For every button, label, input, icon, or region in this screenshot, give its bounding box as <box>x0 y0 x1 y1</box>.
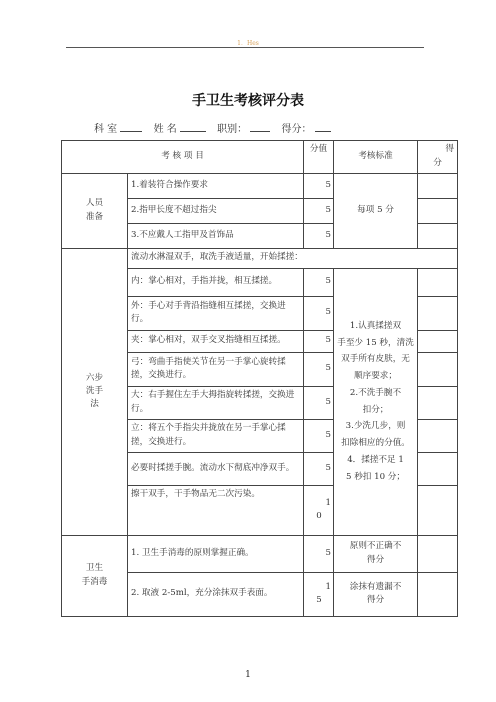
disinfect-standard-2-line1: 涂抹有遗漏不 <box>349 581 402 592</box>
prep-item-1: 1.着装符合操作要求 <box>128 173 304 198</box>
disinfect-points-2-line1: 1 <box>325 581 332 592</box>
disinfect-standard-2-line2: 得分 <box>366 595 385 605</box>
six-step-standard <box>334 268 418 535</box>
table-row <box>62 173 458 198</box>
disinfect-points-2 <box>304 572 334 616</box>
disinfect-score-2[interactable] <box>418 572 458 616</box>
section-prep-name <box>62 173 128 248</box>
header-score <box>418 141 458 174</box>
prep-item-3: 3.不应戴人工指甲及首饰品 <box>128 223 304 248</box>
prep-standard: 每项 5 分 <box>334 173 418 248</box>
page-number: 1 <box>245 670 251 680</box>
six-step-item-4: 弓：弯曲手指使关节在另一手掌心旋转揉搓，交换进行。 <box>128 352 304 386</box>
prep-points-3: 5 <box>304 223 334 248</box>
section-disinfect-name-line1: 卫生 <box>85 563 104 574</box>
info-line <box>94 120 339 135</box>
prep-points-1: 5 <box>304 173 334 198</box>
section-six-step-name <box>62 248 128 535</box>
disinfect-standard-2 <box>334 572 418 616</box>
six-step-score-3[interactable] <box>418 330 458 352</box>
six-step-item-8: 擦干双手，干手物品无二次污染。 <box>128 485 304 535</box>
six-step-points-8-line2: 0 <box>316 511 322 521</box>
disinfect-points-1: 5 <box>304 535 334 572</box>
disinfect-item-2: 2. 取液 2-5ml，充分涂抹双手表面。 <box>128 572 304 616</box>
six-step-points-8 <box>304 485 334 535</box>
header-points: 分值 <box>304 141 334 174</box>
six-step-standard-line: 扣除相应的分值。 <box>341 438 410 448</box>
six-step-standard-line: 4．揉搓不足 1 <box>347 454 404 465</box>
six-step-points-7: 5 <box>304 452 334 485</box>
six-step-standard-line: 扣分； <box>362 404 389 415</box>
name-blank <box>180 122 206 132</box>
six-step-points-1: 5 <box>304 268 334 296</box>
page-title: 手卫生考核评分表 <box>192 93 304 109</box>
prep-points-2: 5 <box>304 198 334 223</box>
section-disinfect-name <box>62 535 128 616</box>
six-step-standard-line: 顺序要求； <box>354 371 397 381</box>
six-step-points-5: 5 <box>304 386 334 419</box>
six-step-standard-line: 双手所有皮肤，无 <box>341 354 410 365</box>
six-step-item-6: 立：将五个手指尖并拢放在另一手掌心揉搓，交换进行。 <box>128 419 304 452</box>
section-six-step-name-line2: 洗手 <box>85 385 104 396</box>
header-item: 考 核 项 目 <box>62 141 304 174</box>
six-step-score-2[interactable] <box>418 296 458 330</box>
six-step-item-5: 大：右手握住左手大拇指旋转揉搓，交换进行。 <box>128 386 304 419</box>
six-step-item-1: 内：掌心相对，手指并拢，相互揉搓。 <box>128 268 304 296</box>
section-six-step-name-line1: 六步 <box>85 372 104 383</box>
six-step-score-5[interactable] <box>418 386 458 419</box>
six-step-item-7: 必要时揉搓手腕。流动水下彻底冲净双手。 <box>128 452 304 485</box>
dept-blank <box>120 122 142 132</box>
score-blank <box>315 122 331 132</box>
prep-score-1[interactable] <box>418 173 458 198</box>
header-standard: 考核标准 <box>334 141 418 174</box>
six-step-standard-line: 3.少洗几步，则 <box>345 421 406 432</box>
six-step-points-8-line1: 1 <box>325 497 332 508</box>
header-rule <box>66 47 424 48</box>
job-title-blank <box>250 122 270 132</box>
evaluation-table <box>61 140 458 617</box>
section-disinfect-name-line2: 手消毒 <box>81 576 108 587</box>
job-title-label: 职别： <box>217 124 248 135</box>
disinfect-standard-1-line2: 得分 <box>366 554 385 565</box>
score-label: 得分： <box>281 124 312 135</box>
disinfect-standard-1-line1: 原则不正确不 <box>349 541 402 552</box>
six-step-item-3: 夹：掌心相对，双手交叉指缝相互揉搓。 <box>128 330 304 352</box>
section-prep-name-line1: 人员 <box>85 198 104 209</box>
six-step-score-4[interactable] <box>418 352 458 386</box>
section-prep-name-line2: 准备 <box>85 211 104 222</box>
six-step-score-8[interactable] <box>418 485 458 535</box>
six-step-intro: 流动水淋湿双手，取洗手液适量，开始揉搓： <box>128 248 458 268</box>
six-step-points-2: 5 <box>304 296 334 330</box>
disinfect-item-1: 1. 卫生手消毒的原则掌握正确。 <box>128 535 304 572</box>
page-header-text: 1．Hes <box>237 40 259 47</box>
table-row <box>62 535 458 572</box>
six-step-standard-line: 2.不洗手腕不 <box>349 387 402 398</box>
prep-item-2: 2.指甲长度不超过指尖 <box>128 198 304 223</box>
table-header-row <box>62 141 458 174</box>
six-step-score-6[interactable] <box>418 419 458 452</box>
six-step-score-7[interactable] <box>418 452 458 485</box>
disinfect-score-1[interactable] <box>418 535 458 572</box>
prep-score-3[interactable] <box>418 223 458 248</box>
six-step-score-1[interactable] <box>418 268 458 296</box>
six-step-points-3: 5 <box>304 330 334 352</box>
name-label: 姓 名 <box>153 124 177 135</box>
table-row <box>62 248 458 268</box>
dept-label: 科 室 <box>94 124 118 135</box>
six-step-standard-line: 手至少 15 秒，清洗 <box>337 337 414 348</box>
prep-score-2[interactable] <box>418 198 458 223</box>
header-score-top: 得 <box>445 144 455 154</box>
disinfect-points-2-line2: 5 <box>316 595 322 605</box>
header-score-bottom: 分 <box>433 157 442 168</box>
six-step-standard-line: 1.认真揉搓双 <box>349 320 402 331</box>
six-step-item-2: 外：手心对手背沿指缝相互揉搓，交换进行。 <box>128 296 304 330</box>
six-step-standard-line: 5 秒扣 10 分； <box>346 471 405 482</box>
disinfect-standard-1 <box>334 535 418 572</box>
six-step-points-4: 5 <box>304 352 334 386</box>
six-step-points-6: 5 <box>304 419 334 452</box>
section-six-step-name-line3: 法 <box>90 399 99 410</box>
